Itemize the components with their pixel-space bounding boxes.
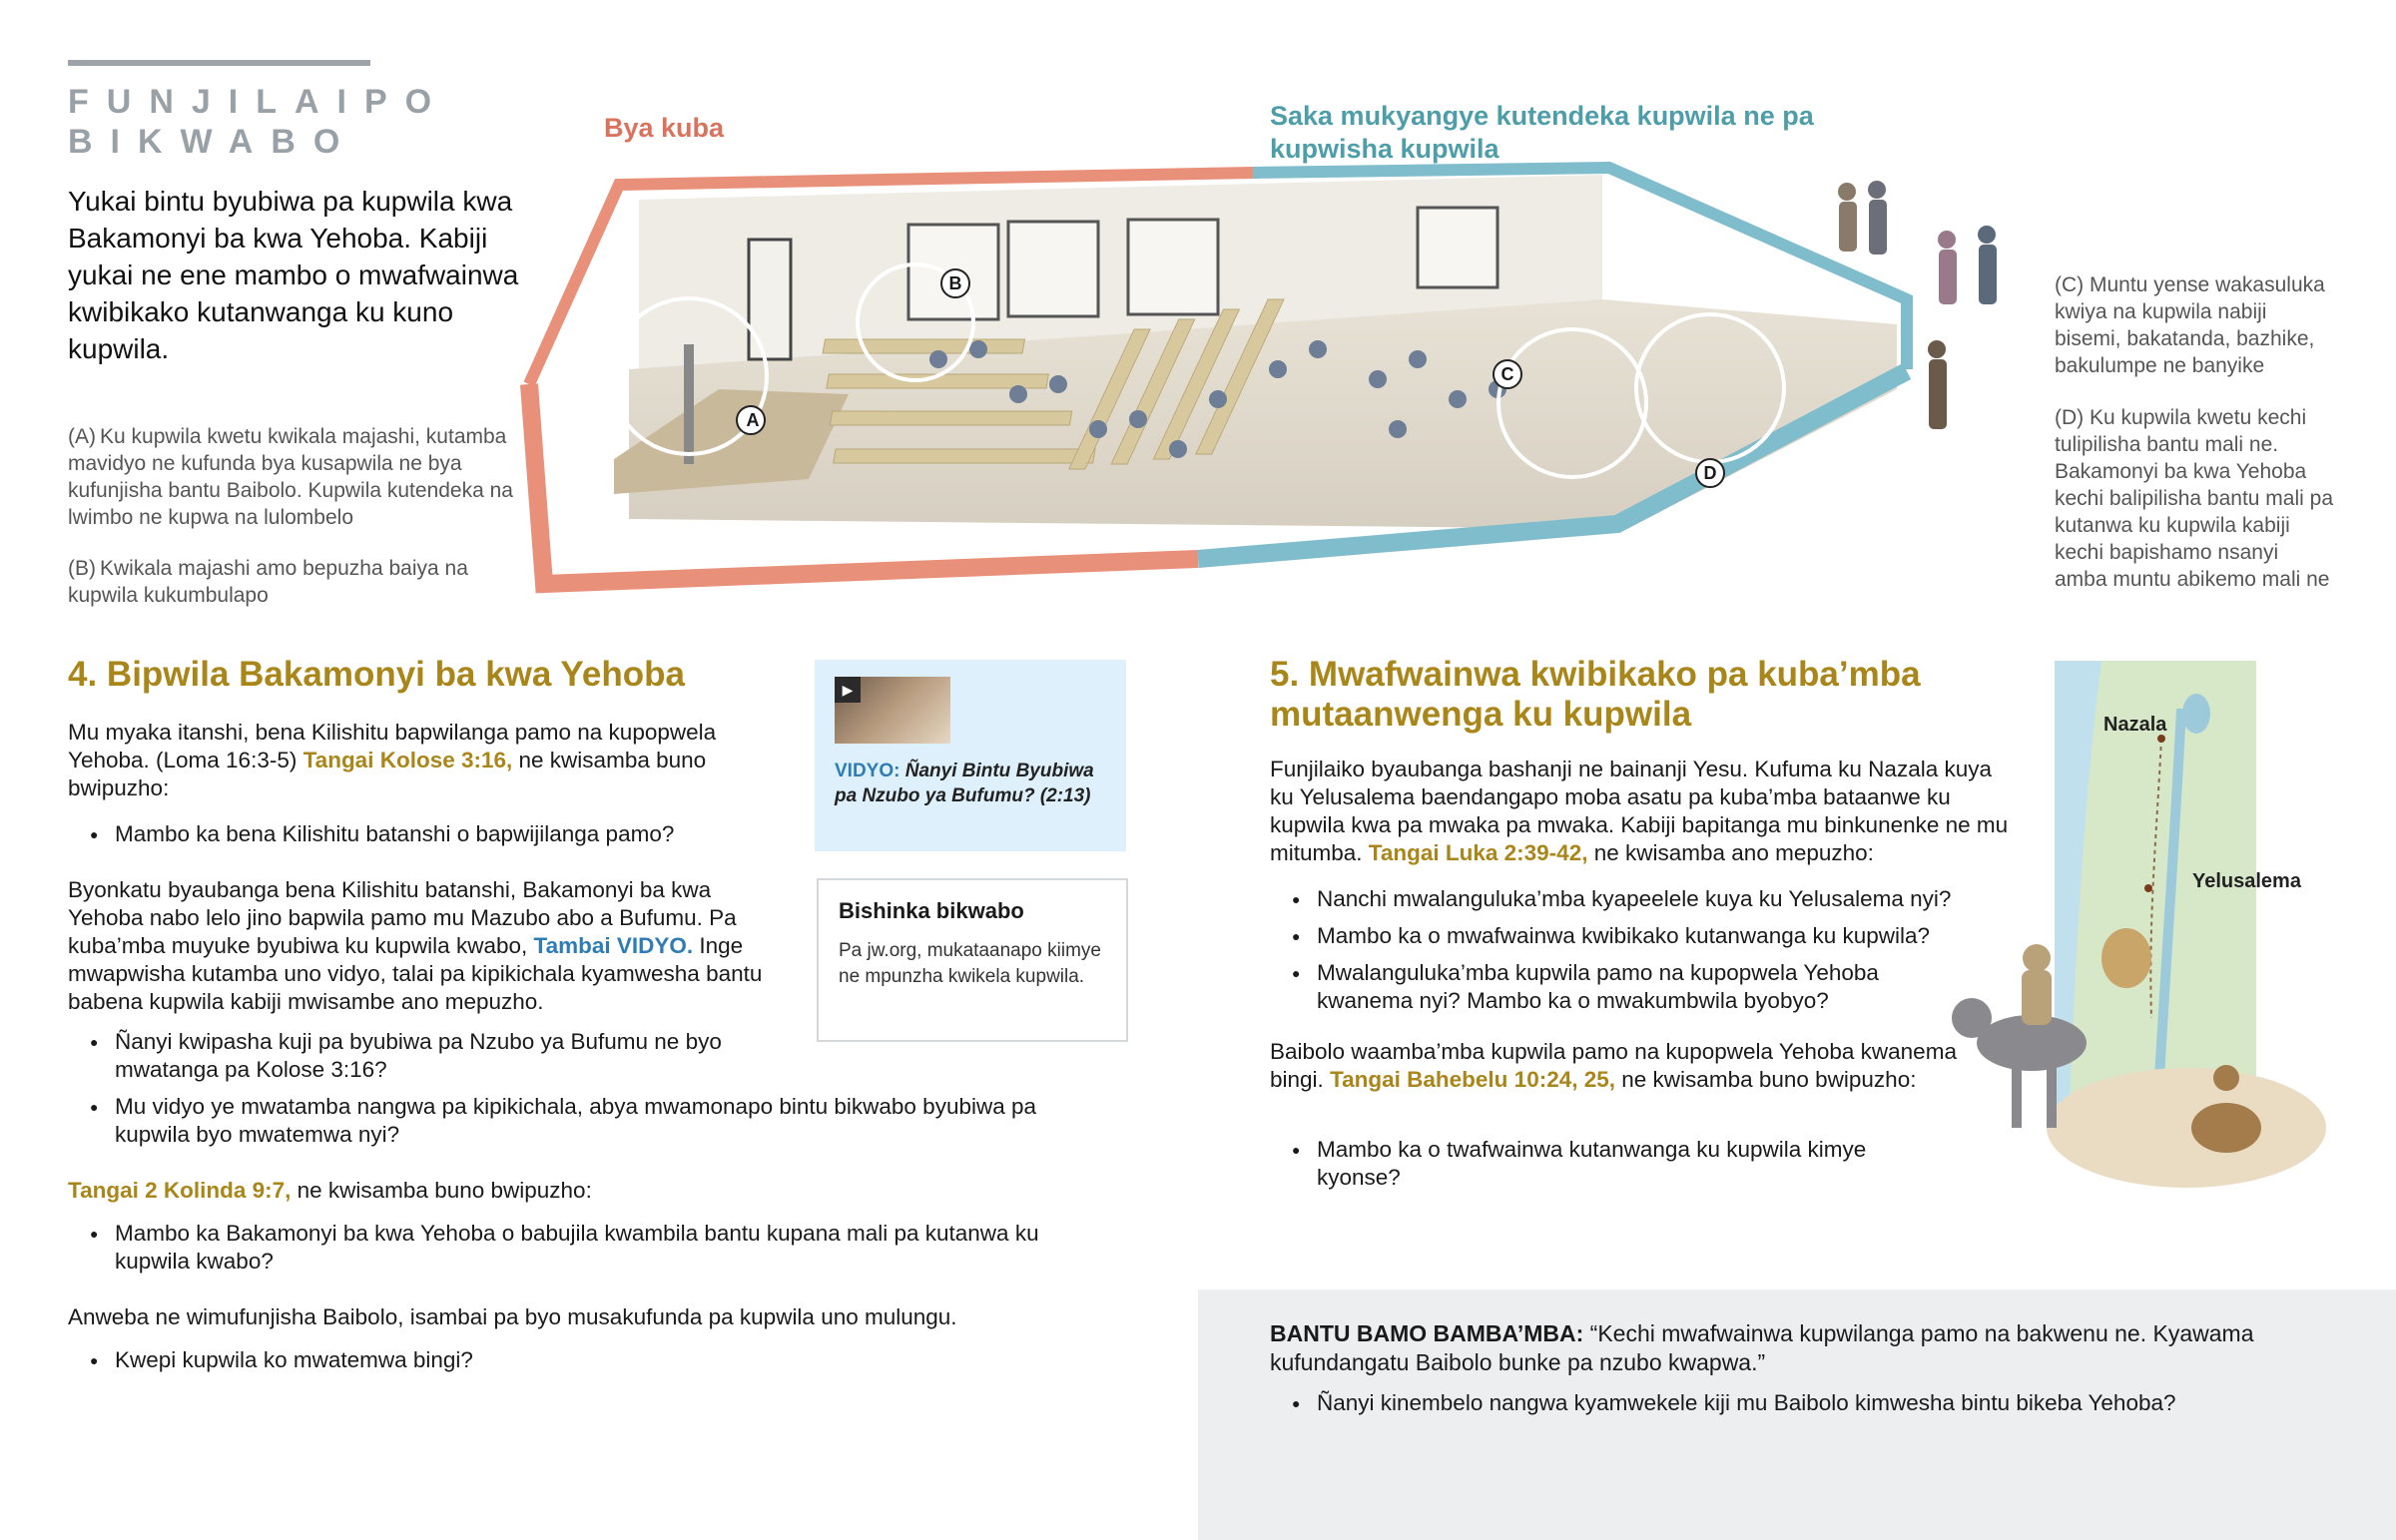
caption-d: (D) Ku kupwila kwetu kechi tulipilisha bantu mali ne. Bakamonyi ba kwa Yehoba kechi balipilisha bantu mali pa kutanwa ku kupwila kabiji kechi bapishamo nsanyi amba muntu abikemo mali ne (2055, 406, 2333, 591)
question-item: ● Nanchi mwalanguluka’mba kyapeelele kuya ku Yelusalema nyi? (1270, 885, 1979, 913)
section4-questions-3 (68, 1346, 1116, 1383)
objection-quote: BANTU BAMO BAMBA’MBA: “Kechi mwafwainwa kupwilanga pamo na bakwenu ne. Kyawama kufundangatu Baibolo bunke pa nzubo kwapwa.” (1270, 1320, 2254, 1375)
arriving-people-illustration (1817, 180, 2017, 469)
question-item: ● Mambo ka bena Kilishitu batanshi o bapwijilanga pamo? (68, 820, 767, 848)
watch-video-link[interactable]: Tambai VIDYO. (533, 933, 694, 958)
map-label-yelusalema: Yelusalema (2192, 870, 2301, 892)
section4-para3: Tangai 2 Kolinda 9:7, ne kwisamba buno bwipuzho: (68, 1178, 592, 1203)
objection-box (1198, 1289, 2396, 1540)
more-info-title: Bishinka bikwabo (839, 898, 1024, 923)
label-activities: Bya kuba (604, 113, 725, 143)
question-item: ● Ñanyi kinembelo nangwa kyamwekele kiji mu Baibolo kimwesha bintu bikeba Yehoba? (1270, 1389, 2318, 1417)
journey-map-illustration (1927, 659, 2326, 1238)
video-caption[interactable]: VIDYO: Ñanyi Bintu Byubiwa pa Nzubo ya Bufumu? (2:13) (835, 761, 1094, 806)
scripture-link-luka[interactable]: Tangai Luka 2:39-42, (1368, 840, 1588, 865)
more-info-box (817, 878, 1128, 1042)
play-icon[interactable]: ▶ (835, 677, 861, 703)
question-item: ● Kwepi kupwila ko mwatemwa bingi? (68, 1346, 1116, 1374)
scripture-link-bahebelu[interactable]: Tangai Bahebelu 10:24, 25, (1330, 1067, 1616, 1092)
more-info-text: Pa jw.org, mukataanapo kiimye ne mpunzha kwikela kupwila. (839, 940, 1101, 987)
question-item: ● Mambo ka Bakamonyi ba kwa Yehoba o babujila kwambila bantu kupana mali pa kutanwa ku kupwila kwabo? (68, 1220, 1116, 1276)
section-label: FUNJILAIPO BIKWABO (68, 83, 450, 161)
section4-body (68, 719, 767, 1016)
section5-para2: Baibolo waamba’mba kupwila pamo na kupopwela Yehoba kwanema bingi. Tangai Bahebelu 10:24, 25, ne kwisamba buno bwipuzho: (1270, 1039, 1957, 1092)
section4-questions-2 (68, 1220, 1116, 1284)
question-item: ● Mwalanguluka’mba kupwila pamo na kupopwela Yehoba kwanema nyi? Mambo ka o mwakumbwila byobyo? (1270, 959, 1979, 1015)
caption-a: (A) Ku kupwila kwetu kwikala majashi, kutamba mavidyo ne kufunda bya kusapwila ne bya kufunjisha bantu Baibolo. Kupwila kutendeka na lwimbo ne kupwa na lulombelo (68, 425, 513, 529)
marker-a: A (746, 410, 760, 430)
section4-para1: Mu myaka itanshi, bena Kilishitu bapwilanga pamo na kupopwela Yehoba. (Loma 16:3-5) Tangai Kolose 3:16, ne kwisamba buno bwipuzho: (68, 720, 717, 800)
question-item: ● Mambo ka o mwafwainwa kwibikako kutanwanga ku kupwila? (1270, 922, 1979, 950)
scripture-link-kolose[interactable]: Tangai Kolose 3:16, (302, 748, 513, 772)
meeting-room-illustration (519, 150, 1917, 609)
marker-c: C (1500, 364, 1514, 384)
section5-body (1270, 756, 2019, 1024)
caption-c: (C) Muntu yense wakasuluka kwiya na kupwila nabiji bisemi, bakatanda, bazhike, bakulumpe ne banyike (2055, 273, 2325, 377)
caption-b: (B) Kwikala majashi amo bepuzha baiya na kupwila kukumbulapo (68, 557, 468, 607)
section4-para4: Anweba ne wimufunjisha Baibolo, isambai pa byo musakufunda pa kupwila uno mulungu. (68, 1304, 957, 1329)
section5-questions-2 (1270, 1136, 1909, 1201)
marker-b: B (948, 273, 962, 293)
section4-title: 4. Bipwila Bakamonyi ba kwa Yehoba (68, 655, 685, 694)
intro-text: Yukai bintu byubiwa pa kupwila kwa Bakamonyi ba kwa Yehoba. Kabiji yukai ne ene mambo o mwafwainwa kwibikako kutanwanga ku kuno kupwila. (68, 186, 519, 364)
map-label-nazala: Nazala (2103, 714, 2167, 736)
section4-para2: Byonkatu byaubanga bena Kilishitu batanshi, Bakamonyi ba kwa Yehoba nabo lelo jino bapwila pamo mu Mazubo abo a Bufumu. Pa kuba’mba muyuke byubiwa ku kupwila kwabo, Tambai VIDYO. Inge mwapwisha kutamba uno vidyo, talai pa kipikichala kyamwesha bantu babena kupwila kabiji mwisambe ano mepuzho. (68, 877, 763, 1014)
question-item: ● Mu vidyo ye mwatamba nangwa pa kipikichala, abya mwamonapo bintu bikwabo byubiwa pa kupwila byo mwatemwa nyi? (68, 1093, 1116, 1149)
label-before-after: Saka mukyangye kutendeka kupwila ne pa kupwisha kupwila (1270, 101, 1814, 164)
marker-d: D (1703, 463, 1717, 483)
section4-questions (68, 1028, 1116, 1158)
section5-para1: Funjilaiko byaubanga bashanji ne bainanji Yesu. Kufuma ku Nazala kuya ku Yelusalema baendangapo moba asatu pa kuba’mba bataanwe ku kupwila kwa pa mwaka pa mwaka. Kabiji bapitanga mu binkunenke ne mu mitumba. Tangai Luka 2:39-42, ne kwisamba ano mepuzho: (1270, 757, 2009, 865)
question-item: ● Ñanyi kwipasha kuji pa byubiwa pa Nzubo ya Bufumu ne byo mwatanga pa Kolose 3:16? (68, 1028, 814, 1084)
header-rule (68, 60, 370, 66)
question-item: ● Mambo ka o twafwainwa kutanwanga ku kupwila kimye kyonse? (1270, 1136, 1909, 1192)
section5-title: 5. Mwafwainwa kwibikako pa kuba’mba mutaanwenga ku kupwila (1270, 655, 1921, 734)
scripture-link-2kolinda[interactable]: Tangai 2 Kolinda 9:7, (68, 1178, 292, 1203)
